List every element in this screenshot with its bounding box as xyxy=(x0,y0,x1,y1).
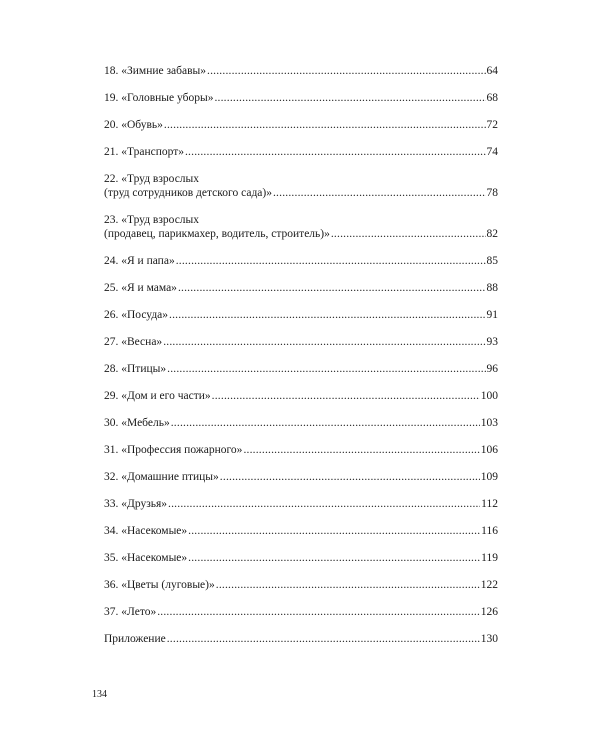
toc-entry-page-number: 68 xyxy=(486,92,498,104)
toc-entry-row xyxy=(104,470,498,484)
toc-entry-title: 35. «Насекомые» xyxy=(104,552,188,564)
toc-entry-row xyxy=(104,416,498,430)
toc-entry-row xyxy=(104,578,498,592)
toc-entry xyxy=(104,335,498,349)
toc-entry-title-line: 22. «Труд взрослых xyxy=(104,173,200,185)
toc-entry-row xyxy=(104,497,498,511)
toc-entry-title: 29. «Дом и его части» xyxy=(104,390,211,402)
dot-leader xyxy=(164,118,486,132)
toc-entry xyxy=(104,362,498,376)
dot-leader xyxy=(171,416,480,430)
toc-entry xyxy=(104,213,498,241)
dot-leader xyxy=(273,186,486,200)
toc-entry-row xyxy=(104,254,498,268)
dot-leader xyxy=(157,605,480,619)
toc-entry xyxy=(104,524,498,538)
dot-leader xyxy=(188,551,480,565)
toc-entry-title: 27. «Весна» xyxy=(104,336,163,348)
toc-entry xyxy=(104,172,498,200)
toc-entry-page-number: 116 xyxy=(481,525,498,537)
dot-leader xyxy=(243,443,479,457)
table-of-contents xyxy=(104,64,498,659)
toc-entry-page-number: 130 xyxy=(480,633,498,645)
toc-entry-title: 36. «Цветы (луговые)» xyxy=(104,579,215,591)
toc-entry-row xyxy=(104,605,498,619)
toc-entry xyxy=(104,497,498,511)
toc-entry-page-number: 119 xyxy=(481,552,498,564)
toc-entry-title: 32. «Домашние птицы» xyxy=(104,471,219,483)
toc-entry-page-number: 96 xyxy=(486,363,498,375)
dot-leader xyxy=(212,389,480,403)
toc-entry-page-number: 122 xyxy=(480,579,498,591)
dot-leader xyxy=(178,281,486,295)
dot-leader xyxy=(176,254,486,268)
toc-entry-row xyxy=(104,281,498,295)
toc-entry-row xyxy=(104,118,498,132)
toc-entry-title: 25. «Я и мама» xyxy=(104,282,177,294)
toc-entry xyxy=(104,389,498,403)
dot-leader xyxy=(168,497,480,511)
toc-entry-title: 19. «Головные уборы» xyxy=(104,92,214,104)
toc-entry xyxy=(104,308,498,322)
toc-entry-row xyxy=(104,91,498,105)
toc-entry-row xyxy=(104,308,498,322)
toc-entry-page-number: 72 xyxy=(486,119,498,131)
toc-entry-title: 30. «Мебель» xyxy=(104,417,170,429)
toc-entry xyxy=(104,443,498,457)
toc-entry-page-number: 91 xyxy=(486,309,498,321)
dot-leader xyxy=(163,335,485,349)
toc-entry-title: 18. «Зимние забавы» xyxy=(104,65,206,77)
dot-leader xyxy=(167,362,485,376)
toc-entry-page-number: 106 xyxy=(480,444,498,456)
dot-leader xyxy=(207,64,486,78)
toc-entry xyxy=(104,64,498,78)
toc-entry-row xyxy=(104,551,498,565)
toc-entry-row xyxy=(104,227,498,241)
toc-entry-title: 24. «Я и папа» xyxy=(104,255,175,267)
toc-entry-page-number: 82 xyxy=(486,228,498,240)
toc-entry-row xyxy=(104,362,498,376)
toc-entry xyxy=(104,416,498,430)
toc-entry xyxy=(104,632,498,646)
toc-entry-page-number: 64 xyxy=(486,65,498,77)
toc-entry-page-number: 88 xyxy=(486,282,498,294)
dot-leader xyxy=(167,632,480,646)
toc-entry-title: 28. «Птицы» xyxy=(104,363,167,375)
toc-entry-page-number: 126 xyxy=(480,606,498,618)
toc-entry-title: 37. «Лето» xyxy=(104,606,157,618)
toc-entry-page-number: 109 xyxy=(480,471,498,483)
toc-entry-page-number: 93 xyxy=(486,336,498,348)
toc-entry-title: (труд сотрудников детского сада)» xyxy=(104,187,272,199)
toc-entry-title-line: 23. «Труд взрослых xyxy=(104,214,200,226)
dot-leader xyxy=(331,227,486,241)
dot-leader xyxy=(220,470,480,484)
page-number: 134 xyxy=(92,689,107,700)
toc-entry-row xyxy=(104,632,498,646)
dot-leader xyxy=(216,578,480,592)
toc-entry xyxy=(104,281,498,295)
toc-entry-row xyxy=(104,443,498,457)
toc-entry-page-number: 85 xyxy=(486,255,498,267)
dot-leader xyxy=(214,91,485,105)
toc-entry-page-number: 100 xyxy=(480,390,498,402)
toc-entry-title: 20. «Обувь» xyxy=(104,119,163,131)
toc-entry-page-number: 103 xyxy=(480,417,498,429)
toc-entry-title: 33. «Друзья» xyxy=(104,498,168,510)
toc-entry-row xyxy=(104,389,498,403)
dot-leader xyxy=(169,308,485,322)
toc-entry xyxy=(104,551,498,565)
toc-entry xyxy=(104,605,498,619)
toc-entry-row xyxy=(104,145,498,159)
toc-entry xyxy=(104,118,498,132)
toc-entry-title: 21. «Транспорт» xyxy=(104,146,184,158)
toc-entry-title: 34. «Насекомые» xyxy=(104,525,188,537)
toc-entry xyxy=(104,254,498,268)
toc-entry xyxy=(104,578,498,592)
dot-leader xyxy=(185,145,486,159)
dot-leader xyxy=(188,524,480,538)
toc-entry-row xyxy=(104,335,498,349)
toc-entry-page-number: 112 xyxy=(481,498,498,510)
toc-entry-row xyxy=(104,524,498,538)
toc-entry-row xyxy=(104,64,498,78)
toc-entry xyxy=(104,470,498,484)
toc-entry-title: (продавец, парикмахер, водитель, строитель)» xyxy=(104,228,330,240)
toc-entry-title: Приложение xyxy=(104,633,166,645)
toc-entry-page-number: 74 xyxy=(486,146,498,158)
toc-entry-title: 26. «Посуда» xyxy=(104,309,169,321)
toc-entry-row xyxy=(104,186,498,200)
toc-entry-title: 31. «Профессия пожарного» xyxy=(104,444,243,456)
toc-entry xyxy=(104,91,498,105)
toc-entry-page-number: 78 xyxy=(486,187,498,199)
toc-entry xyxy=(104,145,498,159)
